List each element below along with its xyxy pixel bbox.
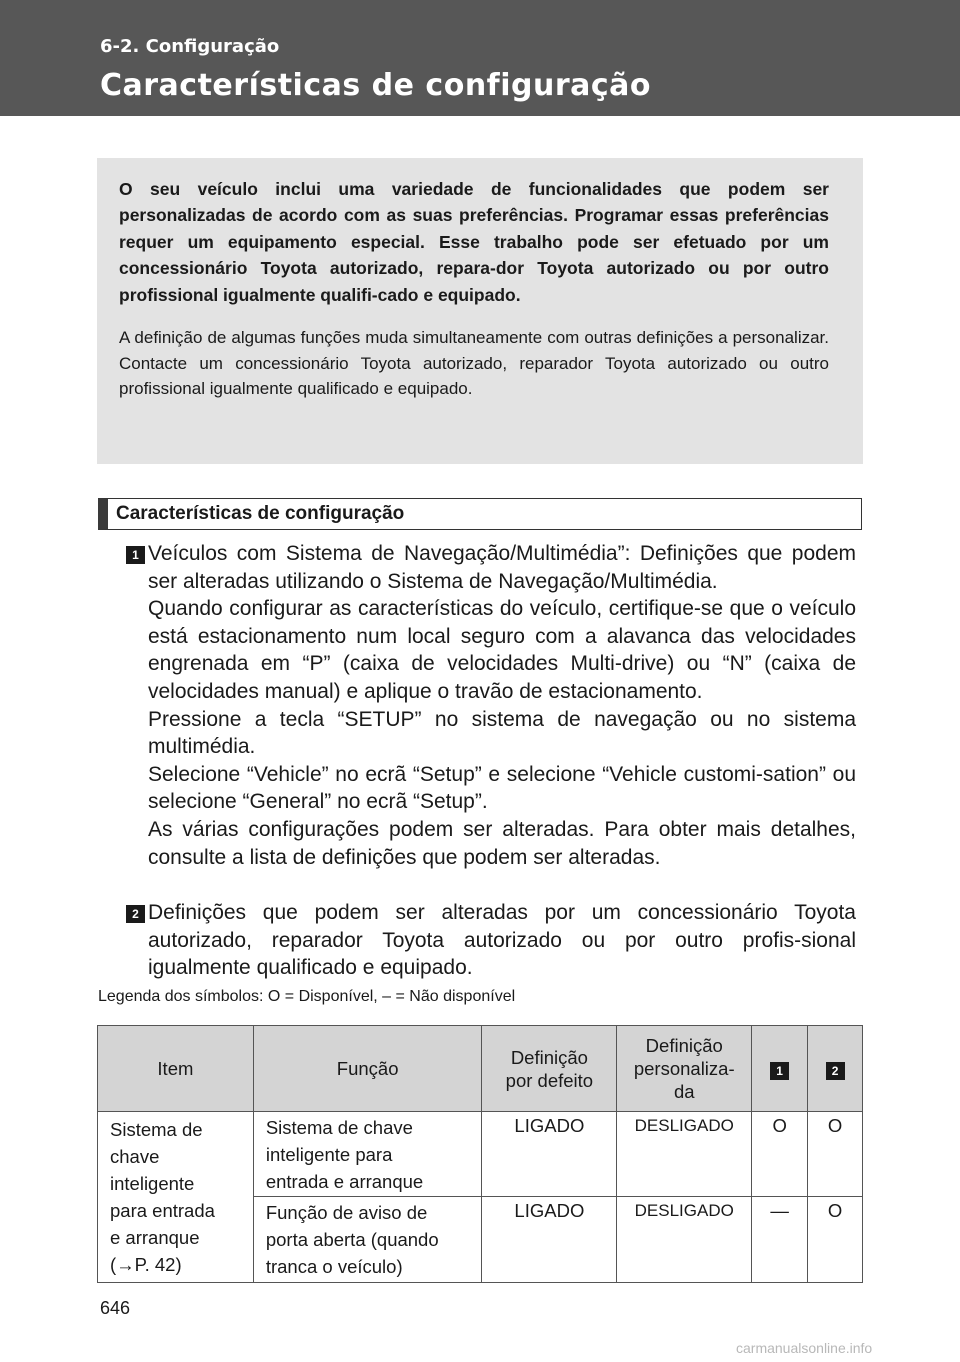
availability-1-cell: — <box>752 1197 808 1283</box>
header-custom-line: da <box>673 1081 695 1102</box>
chapter-header <box>0 0 960 116</box>
group-item-line: e arranque <box>110 1227 200 1248</box>
item-1-paragraph: Quando configurar as características do veículo, certifique-se que o veículo está estacionamento num local seguro com a alavanca das velocidades engrenada em “P” (caixa de velocidades Multi-drive) ou “N” (caixa de velocidades manual) e aplique o travão de estacionamento. <box>148 597 856 703</box>
group-item-line: inteligente <box>110 1173 195 1194</box>
number-2-badge-icon: 2 <box>826 1062 845 1080</box>
default-value-cell: LIGADO <box>482 1112 617 1197</box>
function-line: porta aberta (quando <box>265 1229 439 1250</box>
function-line: entrada e arranque <box>265 1171 424 1192</box>
table-header-row <box>98 1026 863 1112</box>
number-1-badge-icon: 1 <box>126 546 145 564</box>
function-cell <box>253 1112 482 1197</box>
intro-normal-text: A definição de algumas funções muda simultaneamente com outras definições a personalizar. Contacte um concessionário Toyota autorizado, reparador Toyota autorizado ou outro profissional igualmente qualificado e equipado. <box>119 328 829 399</box>
number-2-badge-icon: 2 <box>126 905 145 923</box>
number-1-badge-icon: 1 <box>770 1062 789 1080</box>
page-title: Características de configuração <box>100 68 652 103</box>
header-custom-line: Definição <box>645 1035 723 1056</box>
group-item-line: chave <box>110 1146 160 1167</box>
availability-2-cell: O <box>808 1112 863 1197</box>
header-custom-setting <box>617 1026 752 1112</box>
table-row <box>98 1112 863 1197</box>
header-default-line: Definição <box>510 1046 588 1068</box>
item-2-paragraph: Definições que podem ser alteradas por um concessionário Toyota autorizado, reparador Toyota autorizado ou por outro profis-sional igualmente qualificado e equipado. <box>148 901 856 980</box>
symbol-legend: Legenda dos símbolos: O = Disponível, – = Não disponível <box>98 988 516 1005</box>
custom-value-cell: DESLIGADO <box>617 1197 752 1283</box>
header-item: Item <box>98 1026 254 1112</box>
group-item-line: Sistema de <box>110 1119 203 1140</box>
item-1-paragraph: As várias configurações podem ser alteradas. Para obter mais detalhes, consulte a lista de definições que podem ser alteradas. <box>148 817 856 869</box>
settings-table <box>97 1025 863 1283</box>
intro-box <box>97 158 863 464</box>
function-cell <box>253 1197 482 1283</box>
list-item-1 <box>126 540 856 871</box>
page-number: 646 <box>100 1298 131 1318</box>
header-column-1 <box>752 1026 808 1112</box>
group-item-cell <box>98 1112 254 1283</box>
item-1-paragraph: Pressione a tecla “SETUP” no sistema de navegação ou no sistema multimédia. <box>148 707 856 759</box>
default-value-cell: LIGADO <box>482 1197 617 1283</box>
intro-bold-text: O seu veículo inclui uma variedade de funcionalidades que podem ser personalizadas de acordo com as suas preferências. Programar essas preferências requer um equipamento especial. Esse trabalho pode ser efetuado por um concessionário Toyota autorizado, repara-dor Toyota autorizado ou por outro profissional igualmente qualifi-cado e equipado. <box>119 179 829 305</box>
item-1-paragraph: Selecione “Vehicle” no ecrã “Setup” e selecione “Vehicle customi-sation” ou selecione “General” no ecrã “Setup”. <box>148 762 856 814</box>
section-heading: Características de configuração <box>98 498 862 530</box>
function-line: tranca o veículo) <box>265 1256 403 1277</box>
custom-value-cell: DESLIGADO <box>617 1112 752 1197</box>
header-column-2 <box>808 1026 863 1112</box>
item-1-paragraph: Veículos com Sistema de Navegação/Multimédia”: Definições que podem ser alteradas utilizando o Sistema de Navegação/Multimédia. <box>148 542 856 593</box>
header-default-line: por defeito <box>505 1069 594 1091</box>
group-item-line: para entrada <box>110 1200 215 1221</box>
function-line: Função de aviso de <box>265 1202 428 1223</box>
function-line: inteligente para <box>265 1144 393 1165</box>
header-default-setting <box>482 1026 617 1112</box>
section-label: 6-2. Configuração <box>100 36 280 57</box>
availability-1-cell: O <box>752 1112 808 1197</box>
header-function: Função <box>253 1026 482 1112</box>
header-custom-line: personaliza- <box>633 1058 735 1079</box>
watermark: carmanualsonline.info <box>736 1340 873 1356</box>
list-item-text <box>148 899 856 982</box>
list-item-2 <box>126 899 856 982</box>
availability-2-cell: O <box>808 1197 863 1283</box>
list-item-text <box>148 540 856 871</box>
page-reference: (→P. 42) <box>110 1254 182 1275</box>
function-line: Sistema de chave <box>265 1117 413 1138</box>
